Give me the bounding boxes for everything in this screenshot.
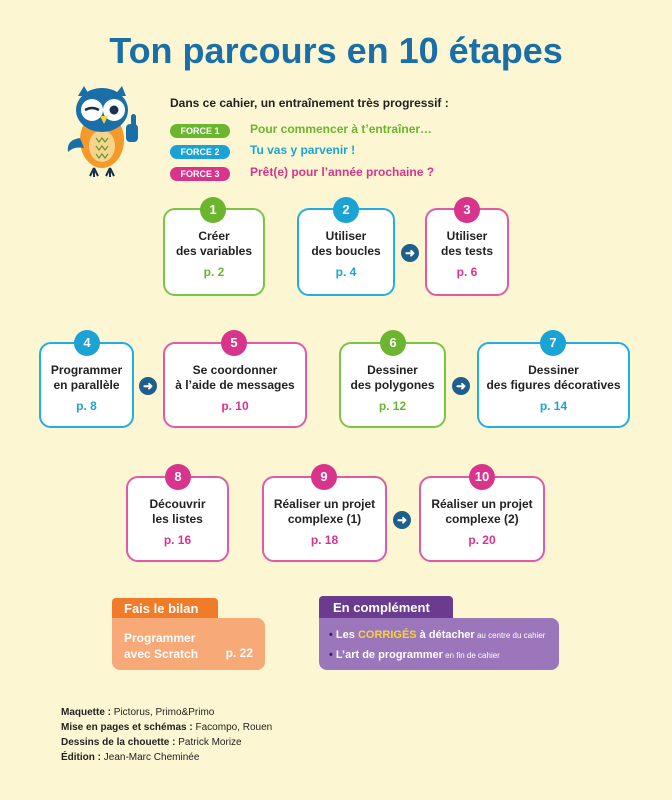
step-number-1: 1 — [200, 197, 226, 223]
step-page: p. 12 — [378, 399, 407, 413]
step-title: Utiliser — [325, 229, 367, 243]
owl-mascot-illustration — [60, 82, 150, 182]
credit-line: Maquette : Pictorus, Primo&Primo — [61, 707, 215, 718]
step-title: Créer — [198, 229, 230, 243]
step-title: Utiliser — [446, 229, 488, 243]
complement-item1-prefix: Les — [335, 629, 358, 641]
step-title: Découvrir — [149, 497, 206, 511]
step-page: p. 2 — [203, 265, 225, 279]
force-2-text: Tu vas y parvenir ! — [250, 143, 356, 157]
bilan-box — [112, 618, 265, 670]
bilan-subtitle: avec Scratch — [124, 647, 199, 661]
complement-item2-note: en fin de cahier — [442, 651, 500, 660]
step-number-9: 9 — [311, 464, 337, 490]
step-title: Réaliser un projet — [431, 497, 533, 511]
step-subtitle: les listes — [152, 512, 203, 526]
step-page: p. 20 — [468, 533, 496, 547]
complement-tab: En complément — [319, 596, 453, 619]
step-subtitle: des variables — [175, 244, 253, 258]
step-page: p. 6 — [456, 265, 478, 279]
step-number-8: 8 — [165, 464, 191, 490]
step-page: p. 18 — [310, 533, 339, 547]
step-page: p. 16 — [163, 533, 192, 547]
step-number-6: 6 — [380, 330, 406, 356]
step-title: Dessiner — [528, 363, 579, 377]
complement-item1-main: à détacher — [416, 629, 475, 641]
arrow-right-icon: ➜ — [452, 377, 470, 395]
step-title: Dessiner — [367, 363, 418, 377]
step-number-10: 10 — [469, 464, 495, 490]
page-title: Ton parcours en 10 étapes — [109, 30, 563, 71]
step-subtitle: des tests — [440, 244, 494, 258]
corriges-highlight: CORRIGÉS — [357, 629, 417, 641]
step-number-5: 5 — [221, 330, 247, 356]
step-subtitle: en parallèle — [53, 378, 120, 392]
step-subtitle: des figures décoratives — [486, 378, 621, 392]
step-subtitle: à l’aide de messages — [175, 378, 295, 392]
step-page: p. 8 — [76, 399, 97, 413]
force-2-badge: FORCE 2 — [170, 145, 230, 159]
step-title: Programmer — [50, 363, 123, 377]
step-page: p. 10 — [221, 399, 249, 413]
bilan-tab: Fais le bilan — [112, 598, 218, 620]
arrow-right-icon: ➜ — [139, 377, 157, 395]
step-number-4: 4 — [74, 330, 100, 356]
arrow-right-icon: ➜ — [393, 511, 411, 529]
step-page: p. 4 — [335, 265, 357, 279]
step-subtitle: des boucles — [311, 244, 381, 258]
complement-item2-main: L’art de programmer — [335, 649, 443, 661]
intro-text: Dans ce cahier, un entraînement très progressif : — [170, 96, 449, 110]
step-number-3: 3 — [454, 197, 480, 223]
step-number-2: 2 — [333, 197, 359, 223]
step-subtitle: complexe (1) — [287, 512, 362, 526]
step-title: Réaliser un projet — [273, 497, 376, 511]
force-3-text: Prêt(e) pour l’année prochaine ? — [250, 165, 435, 179]
arrow-right-icon: ➜ — [401, 244, 419, 262]
complement-item1-note: au centre du cahier — [474, 631, 546, 640]
bilan-title: Programmer — [124, 631, 196, 645]
credit-line: Édition : Jean-Marc Cheminée — [61, 752, 200, 763]
force-1-text: Pour commencer à t’entraîner… — [250, 122, 433, 136]
step-page: p. 14 — [539, 399, 568, 413]
force-3-badge: FORCE 3 — [170, 167, 230, 181]
complement-box: • Les CORRIGÉS à détacher au centre du cahier • L’art de programmer en fin de cahier — [319, 618, 559, 670]
bilan-page: p. 22 — [225, 646, 253, 660]
credit-line: Dessins de la chouette : Patrick Morize — [61, 737, 242, 748]
step-subtitle: complexe (2) — [445, 512, 519, 526]
step-title: Se coordonner — [192, 363, 278, 377]
credit-line: Mise en pages et schémas : Facompo, Rouen — [61, 722, 273, 733]
step-number-7: 7 — [540, 330, 566, 356]
force-1-badge: FORCE 1 — [170, 124, 230, 138]
step-subtitle: des polygones — [350, 378, 435, 392]
